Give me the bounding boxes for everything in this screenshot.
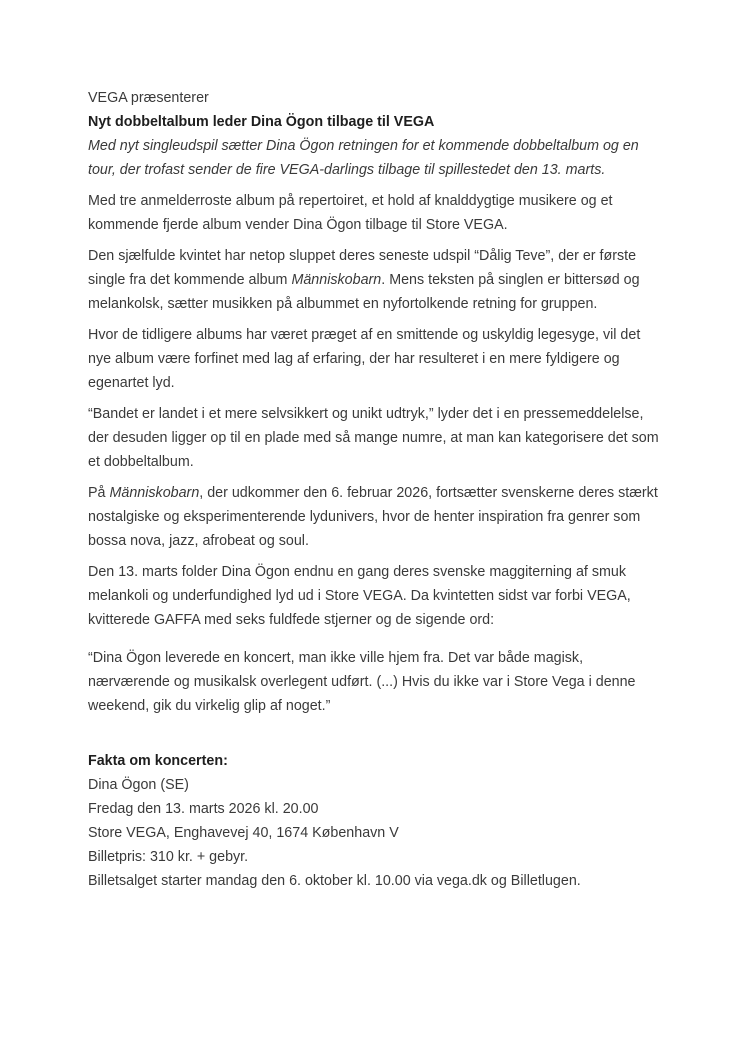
facts-lines bbox=[88, 773, 660, 893]
body-paragraphs bbox=[88, 189, 660, 718]
text-run: “Dina Ögon leverede en koncert, man ikke ville hjem fra. Det var både magisk, nærværende og musikalsk overlegent udført. (...) Hvis du ikke var i Store Vega i denne weekend, gik du virkelig glip af noget.” bbox=[88, 650, 636, 714]
body-paragraph bbox=[88, 323, 660, 395]
text-run: , der udkommer den 6. februar 2026, fortsætter svenskerne deres stærkt nostalgiske og eksperimenterende lydunivers, hvor de henter inspiration fra genrer som bossa nova, jazz, afrobeat og soul. bbox=[88, 485, 658, 549]
body-paragraph bbox=[88, 560, 660, 632]
subtitle: Med nyt singleudspil sætter Dina Ögon retningen for et kommende dobbeltalbum og en tour, der trofast sender de fire VEGA-darlings tilbage til spillestedet den 13. marts. bbox=[88, 138, 639, 178]
body-paragraph bbox=[88, 244, 660, 316]
text-run: Hvor de tidligere albums har været præget af en smittende og uskyldig legesyge, vil det nye album være forfinet med lag af erfaring, der har resulteret i en mere fyldigere og egenartet lyd. bbox=[88, 327, 641, 391]
text-run: Den sjælfulde kvintet har netop sluppet deres seneste udspil “Dålig Teve”, der er første single fra det kommende album bbox=[88, 248, 637, 288]
body-paragraph bbox=[88, 402, 660, 474]
body-paragraph bbox=[88, 646, 660, 718]
body-paragraph bbox=[88, 189, 660, 237]
text-run: Med tre anmelderroste album på repertoiret, et hold af knalddygtige musikere og et kommende fjerde album vender Dina Ögon tilbage til Store VEGA. bbox=[88, 193, 613, 233]
presenter-line: VEGA præsenterer bbox=[88, 90, 209, 106]
text-run: Den 13. marts folder Dina Ögon endnu en gang deres svenske maggiterning af smuk melankoli og underfundighed lyd ud i Store VEGA. Da kvintetten sidst var forbi VEGA, kvitterede GAFFA med seks fuldfede stjerner og de sigende ord: bbox=[88, 564, 631, 628]
facts-line: Store VEGA, Enghavevej 40, 1674 København V bbox=[88, 825, 399, 841]
press-release-header bbox=[88, 86, 660, 182]
body-paragraph bbox=[88, 481, 660, 553]
text-run: På bbox=[88, 485, 110, 501]
text-run: . Mens teksten på singlen er bittersød og melankolsk, sætter musikken på albummet en nyfortolkende retning for gruppen. bbox=[88, 272, 640, 312]
facts-line: Fredag den 13. marts 2026 kl. 20.00 bbox=[88, 801, 319, 817]
italic-text-run: Människobarn bbox=[291, 272, 382, 288]
headline: Nyt dobbeltalbum leder Dina Ögon tilbage til VEGA bbox=[88, 114, 435, 130]
facts-title: Fakta om koncerten: bbox=[88, 753, 228, 769]
facts-section bbox=[88, 749, 660, 893]
italic-text-run: Människobarn bbox=[109, 485, 200, 501]
facts-line: Billetpris: 310 kr. + gebyr. bbox=[88, 849, 249, 865]
text-run: “Bandet er landet i et mere selvsikkert og unikt udtryk,” lyder det i en pressemeddelelse, der desuden ligger op til en plade med så mange numre, at man kan kategorisere det som et dobbeltalbum. bbox=[88, 406, 659, 470]
facts-line: Billetsalget starter mandag den 6. oktober kl. 10.00 via vega.dk og Billetlugen. bbox=[88, 873, 581, 889]
facts-line: Dina Ögon (SE) bbox=[88, 777, 189, 793]
